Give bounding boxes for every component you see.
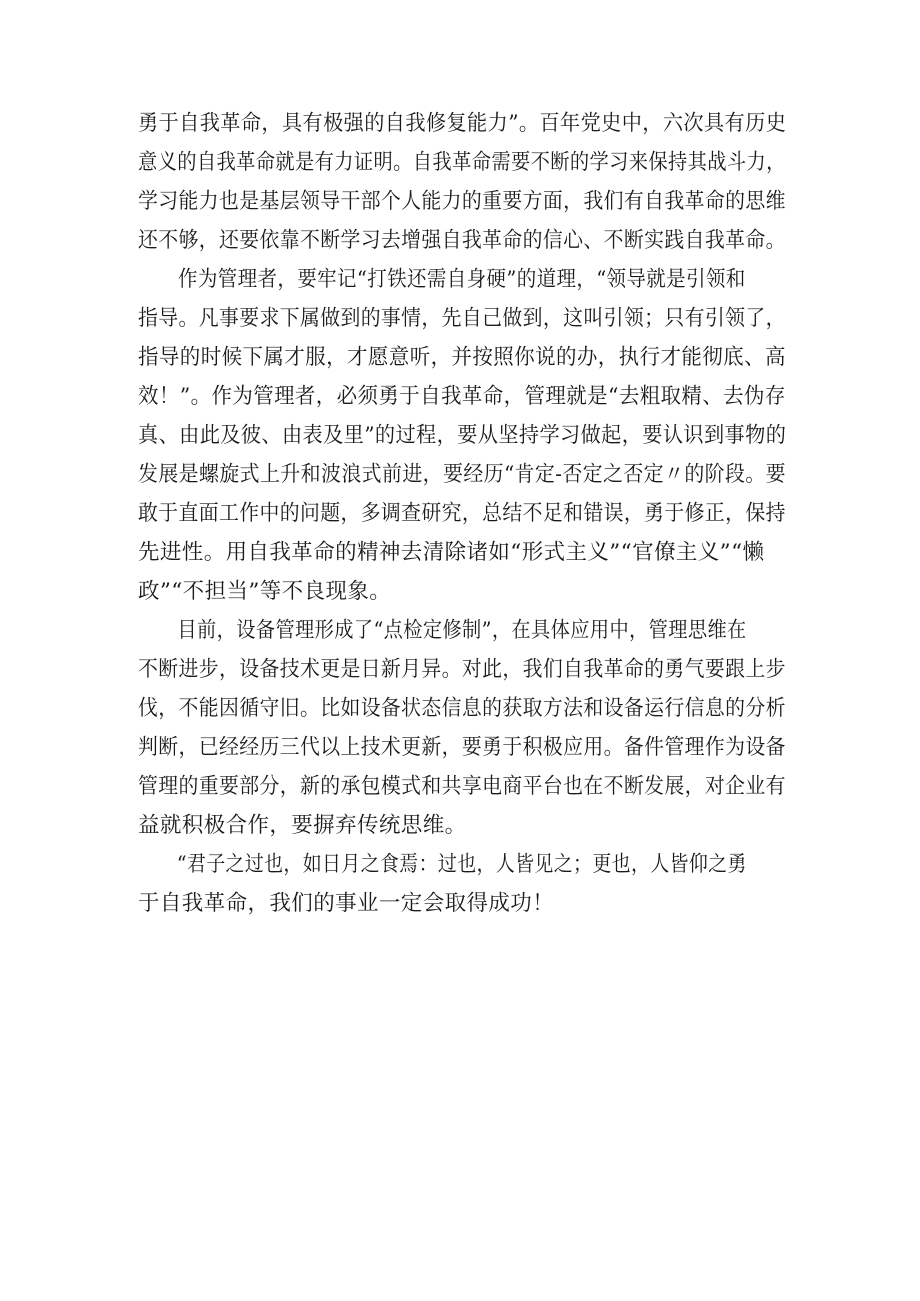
- text-line: 伐，不能因循守旧。比如设备状态信息的获取方法和设备运行信息的分析: [138, 696, 786, 721]
- text-line: 指导。凡事要求下属做到的事情，先自己做到，这叫引领；只有引领了，: [138, 306, 786, 331]
- text-line: “君子之过也，如日月之食焉：过也，人皆见之；更也，人皆仰之勇: [176, 852, 747, 877]
- text-line: 指导的时候下属才服，才愿意听，并按照你说的办，执行才能彻底、高: [138, 345, 786, 370]
- text-line: 于自我革命，我们的事业一定会取得成功！: [138, 891, 555, 916]
- text-line: 意义的自我革命就是有力证明。自我革命需要不断的学习来保持其战斗力，: [138, 150, 786, 175]
- text-line: 敢于直面工作中的问题，多调查研究，总结不足和错误，勇于修正，保持: [138, 501, 786, 526]
- paragraph-4: [138, 845, 786, 923]
- text-line: 发展是螺旋式上升和波浪式前进，要经历“肯定-否定之否定〃的阶段。要: [138, 462, 786, 487]
- text-line: 益就积极合作，要摒弃传统思维。: [138, 813, 467, 838]
- paragraph-3: [138, 611, 786, 845]
- text-line: 目前，设备管理形成了“点检定修制”，在具体应用中，管理思维在: [177, 618, 747, 643]
- text-line: 学习能力也是基层领导干部个人能力的重要方面，我们有自我革命的思维: [138, 189, 786, 214]
- text-line: 判断，已经经历三代以上技术更新，要勇于积极应用。备件管理作为设备: [138, 735, 786, 760]
- text-line: 政”“不担当”等不良现象。: [138, 579, 392, 604]
- text-line: 勇于自我革命，具有极强的自我修复能力”。百年党史中，六次具有历史: [138, 111, 787, 136]
- paragraph-2: [138, 260, 786, 611]
- paragraph-1: [138, 104, 786, 260]
- text-line: 真、由此及彼、由表及里”的过程，要从坚持学习做起，要认识到事物的: [138, 423, 787, 448]
- text-line: 效！”。作为管理者，必须勇于自我革命，管理就是“去粗取精、去伪存: [138, 384, 786, 409]
- document-body: [138, 104, 786, 923]
- text-line: 管理的重要部分，新的承包模式和共享电商平台也在不断发展，对企业有: [138, 774, 786, 799]
- text-line: 先进性。用自我革命的精神去清除诸如“形式主义”“官僚主义”“懒: [138, 540, 765, 565]
- text-line: 还不够，还要依靠不断学习去增强自我革命的信心、不断实践自我革命。: [138, 228, 786, 253]
- text-line: 作为管理者，要牢记“打铁还需自身硬”的道理，“领导就是引领和: [177, 267, 746, 292]
- text-line: 不断进步，设备技术更是日新月异。对此，我们自我革命的勇气要跟上步: [138, 657, 786, 682]
